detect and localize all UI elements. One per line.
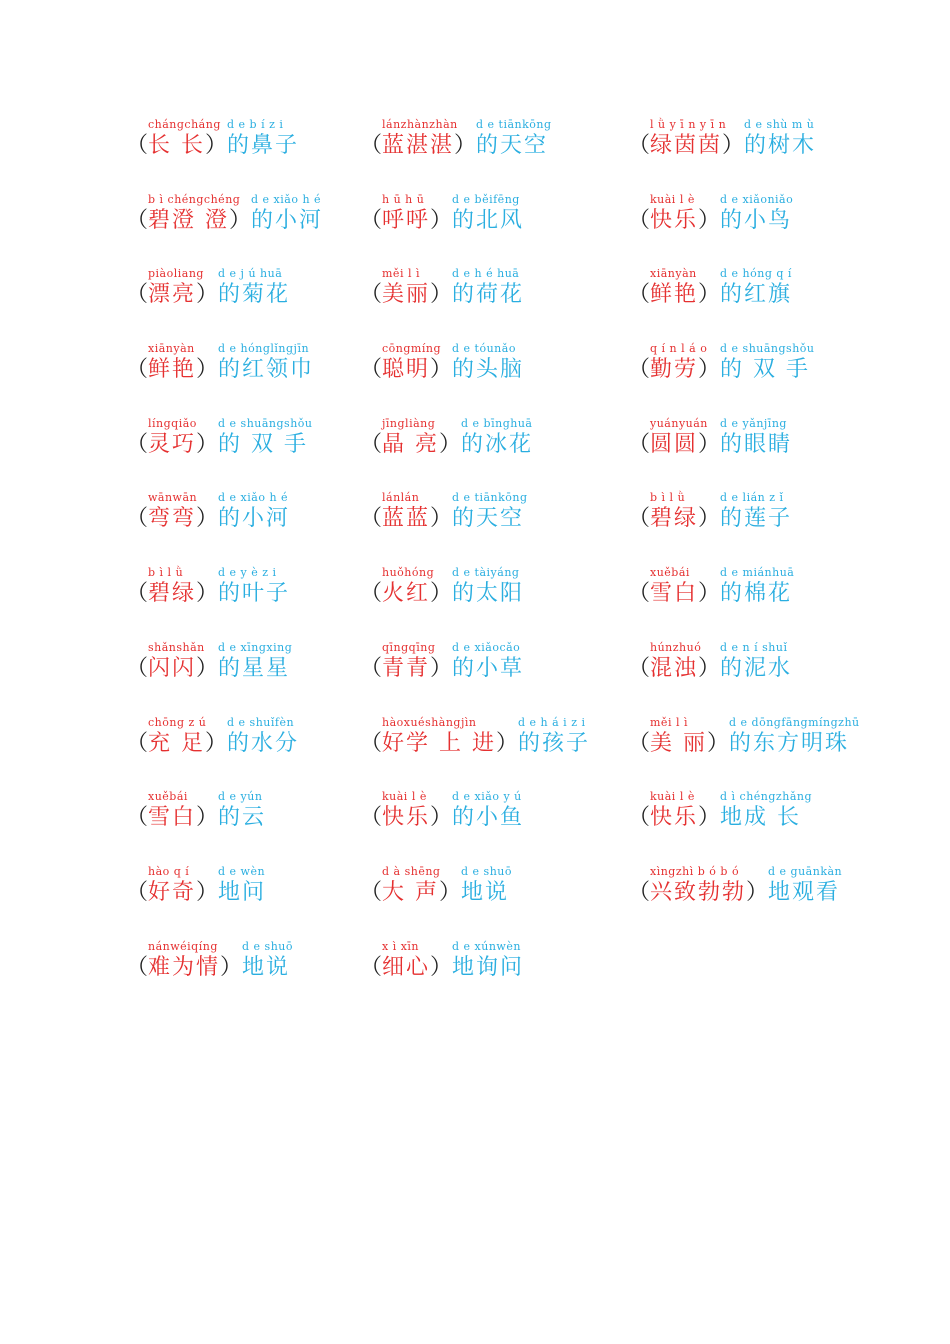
descriptor-characters: 兴致勃勃 (650, 879, 747, 905)
descriptor-pinyin: kuài l è (650, 790, 695, 804)
noun-characters: 的北风 (452, 207, 525, 233)
close-paren: ） (205, 730, 228, 756)
phrase-characters (126, 430, 308, 460)
noun-pinyin: d e hóng q í (720, 267, 792, 281)
phrase-characters (360, 579, 524, 609)
phrase-characters (628, 504, 792, 534)
noun-pinyin: d e xiǎo h é (218, 491, 289, 505)
open-paren: （ (126, 655, 149, 681)
noun-characters: 的荷花 (452, 282, 525, 308)
close-paren: ） (196, 805, 219, 831)
phrase-item (360, 641, 628, 716)
descriptor-characters: 混浊 (650, 655, 699, 681)
phrase-characters (360, 430, 533, 460)
open-paren: （ (628, 357, 651, 383)
open-paren: （ (360, 954, 383, 980)
close-paren: ） (698, 357, 721, 383)
descriptor-characters: 好奇 (148, 879, 197, 905)
descriptor-pinyin: qīngqīng (382, 640, 436, 654)
noun-pinyin: d e yún (218, 790, 263, 804)
phrase-item (360, 566, 628, 641)
phrase-characters (628, 654, 792, 684)
descriptor-pinyin: l ǜ y ī n y ī n (650, 118, 727, 131)
open-paren: （ (360, 805, 383, 831)
descriptor-pinyin: hàoxuéshàngjìn (382, 715, 477, 729)
noun-pinyin: d e b í z i (227, 118, 284, 131)
phrase-item (126, 267, 360, 342)
noun-characters: 的 双 手 (218, 431, 309, 457)
descriptor-pinyin: b ì l ǜ (650, 491, 686, 505)
phrase-characters (126, 280, 290, 310)
descriptor-pinyin: wānwān (148, 491, 198, 505)
close-paren: ） (746, 879, 769, 905)
phrase-characters (360, 953, 524, 983)
noun-characters: 的天空 (476, 133, 549, 158)
phrase-item (360, 417, 628, 492)
noun-pinyin: d e xiǎoniǎo (720, 192, 794, 206)
close-paren: ） (430, 581, 453, 607)
descriptor-characters: 漂亮 (148, 282, 197, 308)
noun-characters: 的水分 (227, 730, 300, 756)
descriptor-pinyin: kuài l è (650, 192, 695, 206)
descriptor-characters: 青青 (382, 655, 431, 681)
descriptor-characters: 弯弯 (148, 506, 197, 532)
descriptor-pinyin: piàoliang (148, 267, 204, 281)
noun-characters: 的泥水 (720, 655, 793, 681)
descriptor-characters: 难为情 (148, 954, 221, 980)
open-paren: （ (628, 431, 651, 457)
descriptor-characters: 绿茵茵 (650, 133, 723, 158)
noun-pinyin: d e shuō (242, 939, 293, 953)
phrase-characters (126, 878, 266, 908)
phrase-characters (360, 280, 524, 310)
descriptor-pinyin: chángcháng (148, 118, 221, 131)
noun-characters: 的树木 (744, 133, 817, 158)
phrase-item (126, 865, 360, 940)
descriptor-pinyin: x ì xīn (382, 939, 420, 953)
phrase-item (628, 193, 866, 268)
phrase-item (126, 417, 360, 492)
noun-pinyin: d e shù m ù (744, 118, 815, 131)
noun-characters: 的小草 (452, 655, 525, 681)
open-paren: （ (126, 581, 149, 607)
noun-characters: 的小鸟 (720, 207, 793, 233)
phrase-item (360, 267, 628, 342)
noun-characters: 的眼睛 (720, 431, 793, 457)
open-paren: （ (360, 879, 383, 905)
open-paren: （ (360, 730, 383, 756)
close-paren: ） (430, 954, 453, 980)
close-paren: ） (220, 954, 243, 980)
descriptor-pinyin: cōngmíng (382, 342, 441, 356)
phrase-characters (628, 355, 810, 385)
noun-characters: 的云 (218, 805, 267, 831)
phrase-item (126, 790, 360, 865)
close-paren: ） (196, 879, 219, 905)
descriptor-characters: 碧澄 澄 (148, 207, 230, 233)
noun-pinyin: d ì chéngzhǎng (720, 790, 812, 804)
close-paren: ） (454, 133, 477, 158)
phrase-item (126, 940, 360, 1015)
phrase-item (126, 342, 360, 417)
phrase-item (360, 193, 628, 268)
close-paren: ） (722, 133, 745, 158)
phrase-item (628, 641, 866, 716)
open-paren: （ (360, 133, 383, 158)
descriptor-pinyin: húnzhuó (650, 640, 702, 654)
open-paren: （ (126, 506, 149, 532)
open-paren: （ (628, 506, 651, 532)
open-paren: （ (628, 879, 651, 905)
noun-pinyin: d e shuǐfèn (227, 715, 295, 729)
close-paren: ） (430, 506, 453, 532)
open-paren: （ (126, 805, 149, 831)
phrase-item (628, 491, 866, 566)
noun-characters: 的冰花 (461, 431, 534, 457)
noun-pinyin: d e xiǎo y ú (452, 790, 522, 804)
phrase-characters (126, 654, 290, 684)
noun-characters: 地说 (242, 954, 291, 980)
phrase-characters (360, 206, 524, 236)
open-paren: （ (628, 805, 651, 831)
phrase-item (628, 790, 866, 865)
phrase-grid (126, 118, 866, 1014)
descriptor-characters: 聪明 (382, 357, 431, 383)
descriptor-characters: 勤劳 (650, 357, 699, 383)
noun-pinyin: d e xiǎocǎo (452, 640, 521, 654)
phrase-characters (628, 280, 792, 310)
descriptor-pinyin: jīngliàng (382, 416, 436, 430)
phrase-characters (628, 729, 849, 759)
open-paren: （ (360, 506, 383, 532)
close-paren: ） (439, 431, 462, 457)
close-paren: ） (439, 879, 462, 905)
phrase-item (628, 716, 866, 791)
close-paren: ） (698, 431, 721, 457)
descriptor-characters: 大 声 (382, 879, 440, 905)
noun-pinyin: d e shuāngshǒu (720, 342, 815, 356)
descriptor-pinyin: xuěbái (148, 790, 188, 804)
noun-pinyin: d e tàiyáng (452, 566, 520, 580)
phrase-item (628, 566, 866, 641)
noun-characters: 的叶子 (218, 581, 291, 607)
phrase-characters (628, 206, 792, 236)
close-paren: ） (196, 581, 219, 607)
phrase-item (628, 865, 866, 940)
noun-pinyin: d e tiānkōng (476, 118, 552, 131)
open-paren: （ (126, 357, 149, 383)
close-paren: ） (707, 730, 730, 756)
phrase-item (360, 865, 628, 940)
phrase-item (360, 790, 628, 865)
phrase-characters (126, 579, 290, 609)
descriptor-characters: 快乐 (650, 207, 699, 233)
phrase-characters (360, 654, 524, 684)
descriptor-characters: 雪白 (148, 805, 197, 831)
phrase-characters (360, 803, 524, 833)
phrase-characters (360, 729, 590, 759)
phrase-item (360, 342, 628, 417)
open-paren: （ (126, 207, 149, 233)
descriptor-characters: 碧绿 (650, 506, 699, 532)
phrase-item (126, 716, 360, 791)
noun-pinyin: d e j ú huā (218, 267, 283, 281)
open-paren: （ (628, 133, 651, 158)
noun-pinyin: d e xúnwèn (452, 939, 521, 953)
phrase-characters (360, 878, 509, 908)
noun-characters: 的孩子 (518, 730, 591, 756)
descriptor-characters: 晶 亮 (382, 431, 440, 457)
descriptor-pinyin: lánlán (382, 491, 420, 505)
phrase-characters (126, 803, 266, 833)
open-paren: （ (126, 954, 149, 980)
descriptor-pinyin: hào q í (148, 864, 190, 878)
descriptor-characters: 蓝湛湛 (382, 133, 455, 158)
noun-pinyin: d e bīnghuā (461, 416, 533, 430)
descriptor-pinyin: h ū h ū (382, 192, 425, 206)
noun-pinyin: d e tiānkōng (452, 491, 528, 505)
noun-characters: 的 双 手 (720, 357, 811, 383)
descriptor-pinyin: q í n l á o (650, 342, 708, 356)
noun-pinyin: d e wèn (218, 864, 266, 878)
noun-characters: 的红旗 (720, 282, 793, 308)
descriptor-characters: 快乐 (650, 805, 699, 831)
close-paren: ） (698, 581, 721, 607)
phrase-item (360, 118, 628, 193)
noun-pinyin: d e hónglǐngjīn (218, 342, 310, 356)
descriptor-characters: 充 足 (148, 730, 206, 756)
descriptor-characters: 美 丽 (650, 730, 708, 756)
noun-pinyin: d e shuāngshǒu (218, 416, 313, 430)
phrase-item (126, 118, 360, 193)
descriptor-characters: 美丽 (382, 282, 431, 308)
noun-characters: 的小鱼 (452, 805, 525, 831)
descriptor-pinyin: d à shēng (382, 864, 441, 878)
noun-characters: 的莲子 (720, 506, 793, 532)
open-paren: （ (126, 133, 149, 158)
noun-pinyin: d e h é huā (452, 267, 520, 281)
close-paren: ） (496, 730, 519, 756)
phrase-characters (126, 504, 290, 534)
open-paren: （ (360, 282, 383, 308)
open-paren: （ (628, 730, 651, 756)
open-paren: （ (360, 357, 383, 383)
close-paren: ） (430, 655, 453, 681)
noun-pinyin: d e shuō (461, 864, 512, 878)
noun-pinyin: d e miánhuā (720, 566, 795, 580)
noun-pinyin: d e lián z ǐ (720, 491, 784, 505)
close-paren: ） (698, 655, 721, 681)
descriptor-pinyin: xiānyàn (650, 267, 697, 281)
noun-characters: 的小河 (251, 207, 324, 233)
close-paren: ） (196, 357, 219, 383)
noun-pinyin: d e dōngfāngmíngzhū (729, 715, 860, 729)
phrase-item (126, 193, 360, 268)
descriptor-characters: 灵巧 (148, 431, 197, 457)
close-paren: ） (196, 282, 219, 308)
noun-characters: 地询问 (452, 954, 525, 980)
phrase-item (126, 491, 360, 566)
descriptor-pinyin: xìngzhì b ó b ó (650, 864, 740, 878)
noun-pinyin: d e guānkàn (768, 864, 843, 878)
close-paren: ） (196, 506, 219, 532)
open-paren: （ (360, 581, 383, 607)
open-paren: （ (126, 431, 149, 457)
close-paren: ） (205, 133, 228, 158)
phrase-characters (126, 206, 323, 236)
descriptor-pinyin: xiānyàn (148, 342, 195, 356)
close-paren: ） (698, 207, 721, 233)
descriptor-characters: 火红 (382, 581, 431, 607)
noun-characters: 地问 (218, 879, 267, 905)
noun-characters: 的鼻子 (227, 133, 300, 158)
close-paren: ） (698, 282, 721, 308)
descriptor-characters: 圆圆 (650, 431, 699, 457)
open-paren: （ (126, 282, 149, 308)
phrase-characters (126, 131, 299, 161)
descriptor-characters: 鲜艳 (148, 357, 197, 383)
open-paren: （ (360, 655, 383, 681)
descriptor-pinyin: b ì chéngchéng (148, 192, 241, 206)
descriptor-characters: 碧绿 (148, 581, 197, 607)
open-paren: （ (126, 879, 149, 905)
open-paren: （ (360, 207, 383, 233)
descriptor-characters: 鲜艳 (650, 282, 699, 308)
close-paren: ） (430, 207, 453, 233)
close-paren: ） (430, 282, 453, 308)
phrase-characters (628, 131, 816, 161)
phrase-item (628, 267, 866, 342)
noun-characters: 的天空 (452, 506, 525, 532)
phrase-characters (360, 504, 524, 534)
phrase-item (360, 940, 628, 1015)
phrase-item (126, 566, 360, 641)
open-paren: （ (628, 581, 651, 607)
descriptor-pinyin: měi l ì (650, 715, 688, 729)
noun-characters: 地成 长 (720, 805, 802, 831)
descriptor-pinyin: kuài l è (382, 790, 427, 804)
descriptor-pinyin: měi l ì (382, 267, 420, 281)
phrase-characters (126, 355, 314, 385)
descriptor-characters: 闪闪 (148, 655, 197, 681)
descriptor-pinyin: chōng z ú (148, 715, 207, 729)
phrase-characters (628, 878, 840, 908)
noun-characters: 的小河 (218, 506, 291, 532)
close-paren: ） (430, 357, 453, 383)
descriptor-characters: 长 长 (148, 133, 206, 158)
close-paren: ） (698, 805, 721, 831)
phrase-characters (628, 579, 792, 609)
close-paren: ） (229, 207, 252, 233)
phrase-characters (126, 729, 299, 759)
noun-pinyin: d e xīngxing (218, 640, 293, 654)
descriptor-pinyin: shǎnshǎn (148, 640, 205, 654)
noun-pinyin: d e y è z i (218, 566, 277, 580)
noun-pinyin: d e běifēng (452, 192, 520, 206)
descriptor-characters: 呼呼 (382, 207, 431, 233)
phrase-item (360, 491, 628, 566)
open-paren: （ (628, 282, 651, 308)
close-paren: ） (196, 431, 219, 457)
open-paren: （ (360, 431, 383, 457)
open-paren: （ (628, 655, 651, 681)
close-paren: ） (196, 655, 219, 681)
phrase-item (628, 342, 866, 417)
phrase-characters (628, 430, 792, 460)
descriptor-characters: 雪白 (650, 581, 699, 607)
noun-pinyin: d e yǎnjīng (720, 416, 787, 430)
close-paren: ） (698, 506, 721, 532)
noun-characters: 的菊花 (218, 282, 291, 308)
descriptor-characters: 蓝蓝 (382, 506, 431, 532)
descriptor-characters: 快乐 (382, 805, 431, 831)
close-paren: ） (430, 805, 453, 831)
phrase-item (126, 641, 360, 716)
descriptor-pinyin: lánzhànzhàn (382, 118, 458, 131)
descriptor-pinyin: yuányuán (650, 416, 708, 430)
descriptor-pinyin: xuěbái (650, 566, 690, 580)
phrase-item (628, 417, 866, 492)
noun-characters: 地说 (461, 879, 510, 905)
phrase-item (628, 118, 866, 193)
phrase-characters (360, 355, 524, 385)
descriptor-characters: 细心 (382, 954, 431, 980)
noun-characters: 地观看 (768, 879, 841, 905)
open-paren: （ (126, 730, 149, 756)
descriptor-pinyin: nánwéiqíng (148, 939, 218, 953)
noun-characters: 的星星 (218, 655, 291, 681)
noun-pinyin: d e n í shuǐ (720, 640, 788, 654)
noun-characters: 的棉花 (720, 581, 793, 607)
descriptor-pinyin: huǒhóng (382, 566, 435, 580)
descriptor-pinyin: b ì l ǜ (148, 566, 184, 580)
descriptor-pinyin: língqiǎo (148, 416, 197, 430)
noun-pinyin: d e h á i z i (518, 715, 586, 729)
noun-pinyin: d e tóunǎo (452, 342, 516, 356)
noun-characters: 的红领巾 (218, 357, 315, 383)
open-paren: （ (628, 207, 651, 233)
descriptor-characters: 好学 上 进 (382, 730, 497, 756)
noun-characters: 的头脑 (452, 357, 525, 383)
noun-characters: 的东方明珠 (729, 730, 850, 756)
noun-pinyin: d e xiǎo h é (251, 192, 322, 206)
phrase-characters (360, 131, 548, 161)
phrase-characters (628, 803, 801, 833)
phrase-item (360, 716, 628, 791)
phrase-characters (126, 953, 290, 983)
noun-characters: 的太阳 (452, 581, 525, 607)
